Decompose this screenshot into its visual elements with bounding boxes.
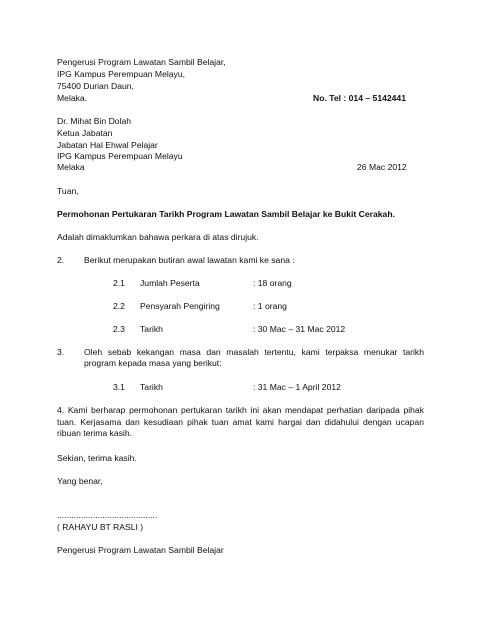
- item-2-2-value: : 1 orang: [253, 301, 287, 311]
- closing-thanks: Sekian, terima kasih.: [57, 453, 137, 463]
- recipient-name: Dr. Mihat Bin Dolah: [57, 116, 132, 126]
- para-3-number: 3.: [57, 347, 65, 357]
- item-3-1-number: 3.1: [113, 382, 125, 392]
- para-2-number: 2.: [57, 255, 65, 265]
- intro-paragraph: Adalah dimaklumkan bahawa perkara di atas dirujuk.: [57, 232, 259, 242]
- item-2-1-number: 2.1: [113, 278, 125, 288]
- sender-line-3: 75400 Durian Daun,: [57, 81, 134, 91]
- item-2-2-number: 2.2: [113, 301, 125, 311]
- item-3-1-label: Tarikh: [140, 382, 163, 392]
- recipient-city: Melaka: [57, 162, 85, 172]
- para-4-text: 4. Kami berharap permohonan pertukaran tarikh ini akan mendapat perhatian daripada pihak tuan. Kerjasama dan kesudiaan pihak tuan amat kami hargai dan didahului dengan ucapan ribuan terima kasih.: [57, 405, 424, 438]
- subject-line: Permohonan Pertukaran Tarikh Program Lawatan Sambil Belajar ke Bukit Cerakah.: [57, 209, 395, 219]
- sender-line-1: Pengerusi Program Lawatan Sambil Belajar,: [57, 57, 226, 67]
- sender-tel: No. Tel : 014 – 5142441: [313, 93, 406, 103]
- para-3-text: Oleh sebab kekangan masa dan masalah tertentu, kami terpaksa menukar tarikh program kepada masa yang berikut:: [84, 347, 424, 368]
- para-2-text: Berikut merupakan butiran awal lawatan kami ke sana :: [84, 255, 295, 265]
- letter-date: 26 Mac 2012: [357, 162, 407, 172]
- recipient-inst: IPG Kampus Perempuan Melayu: [57, 151, 183, 161]
- salutation: Tuan,: [57, 186, 79, 196]
- recipient-title: Ketua Jabatan: [57, 128, 113, 138]
- sender-line-2: IPG Kampus Perempuan Melayu,: [57, 69, 186, 79]
- sender-line-4: Melaka.: [57, 93, 88, 103]
- item-2-3-number: 2.3: [113, 324, 125, 334]
- signer-name: ( RAHAYU BT RASLI ): [57, 522, 144, 532]
- item-2-2-label: Pensyarah Pengiring: [140, 301, 220, 311]
- signer-title: Pengerusi Program Lawatan Sambil Belajar: [57, 545, 224, 555]
- closing-regards: Yang benar,: [57, 476, 103, 486]
- item-2-3-label: Tarikh: [140, 324, 163, 334]
- recipient-dept: Jabatan Hal Ehwal Pelajar: [57, 140, 158, 150]
- item-2-1-value: : 18 orang: [253, 278, 292, 288]
- item-2-1-label: Jumlah Peserta: [140, 278, 200, 288]
- item-2-3-value: : 30 Mac – 31 Mac 2012: [253, 324, 346, 334]
- item-3-1-value: : 31 Mac – 1 April 2012: [253, 382, 341, 392]
- signature-line: ..........................................: [57, 510, 158, 520]
